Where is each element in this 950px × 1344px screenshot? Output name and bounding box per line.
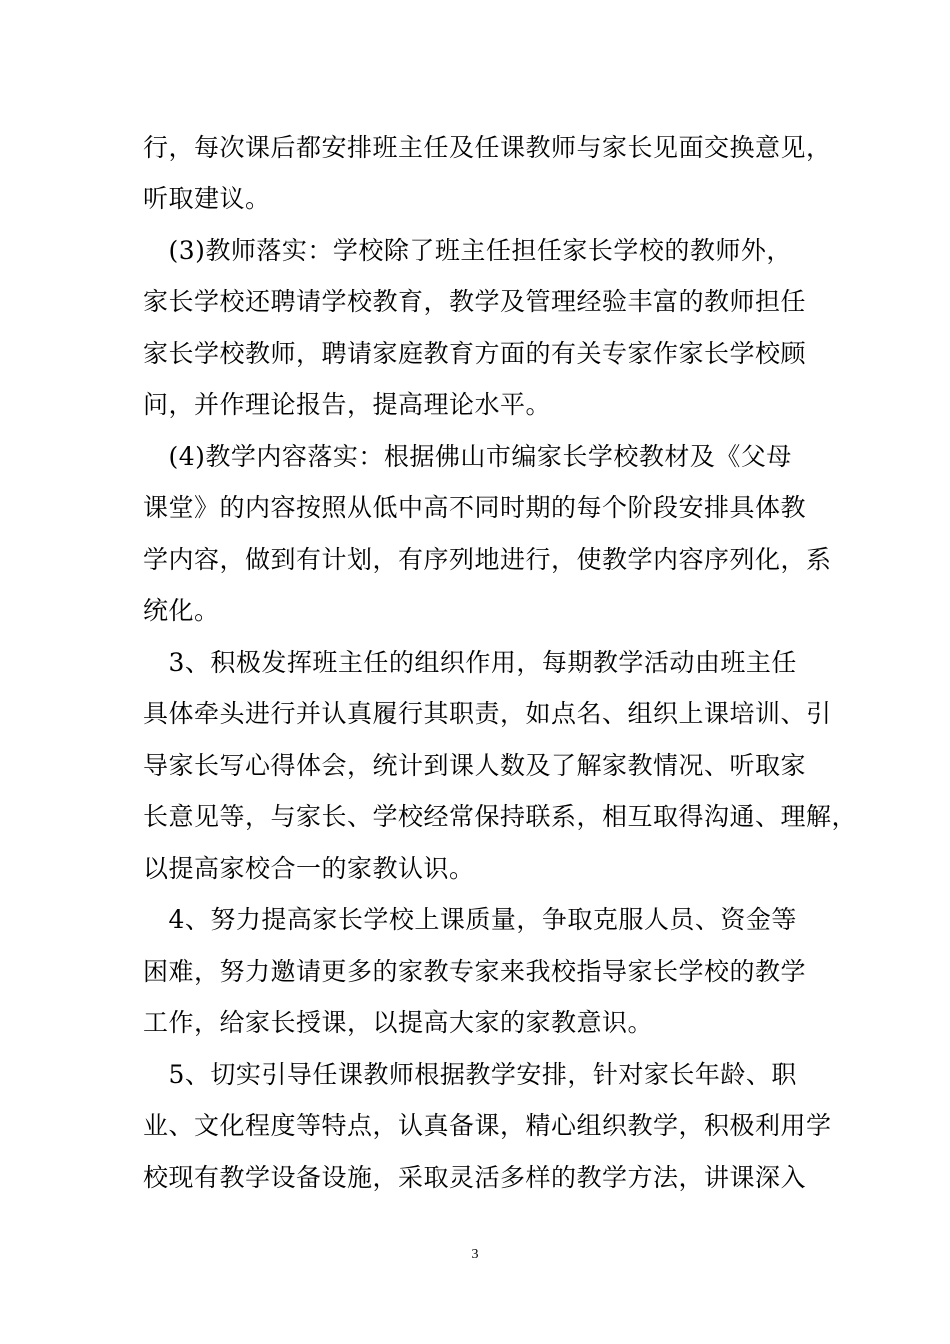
text-line: 4、努力提高家长学校上课质量，争取克服人员、资金等: [143, 905, 797, 934]
text-line: 家长学校还聘请学校教育，教学及管理经验丰富的教师担任: [143, 287, 807, 316]
text-line: 5、切实引导任课教师根据教学安排，针对家长年龄、职: [143, 1060, 797, 1089]
text-line: (4)教学内容落实：根据佛山市编家长学校教材及《父母: [143, 442, 792, 471]
text-line: 导家长写心得体会，统计到课人数及了解家教情况、听取家: [143, 751, 807, 780]
text-line: 听取建议。: [143, 184, 271, 213]
text-line: 工作，给家长授课，以提高大家的家教意识。: [143, 1008, 654, 1037]
text-line: 长意见等，与家长、学校经常保持联系，相互取得沟通、理解，: [143, 802, 858, 831]
text-line: 学内容，做到有计划，有序列地进行，使教学内容序列化，系: [143, 545, 832, 574]
text-line: 以提高家校合一的家教认识。: [143, 854, 475, 883]
text-line: 具体牵头进行并认真履行其职责，如点名、组织上课培训、引: [143, 699, 832, 728]
text-line: 统化。: [143, 596, 220, 625]
page-number: 3: [471, 1247, 479, 1262]
text-line: 校现有教学设备设施，采取灵活多样的教学方法，讲课深入: [143, 1163, 807, 1192]
text-line: 课堂》的内容按照从低中高不同时期的每个阶段安排具体教: [143, 493, 807, 522]
text-line: 家长学校教师，聘请家庭教育方面的有关专家作家长学校顾: [143, 339, 807, 368]
text-line: 困难，努力邀请更多的家教专家来我校指导家长学校的教学: [143, 957, 807, 986]
text-line: 问，并作理论报告，提高理论水平。: [143, 390, 552, 419]
text-line: 业、文化程度等特点，认真备课，精心组织教学，积极利用学: [143, 1111, 832, 1140]
text-line: (3)教师落实：学校除了班主任担任家长学校的教师外，: [143, 236, 792, 265]
text-line: 行，每次课后都安排班主任及任课教师与家长见面交换意见，: [143, 133, 832, 162]
text-line: 3、积极发挥班主任的组织作用，每期教学活动由班主任: [143, 648, 797, 677]
